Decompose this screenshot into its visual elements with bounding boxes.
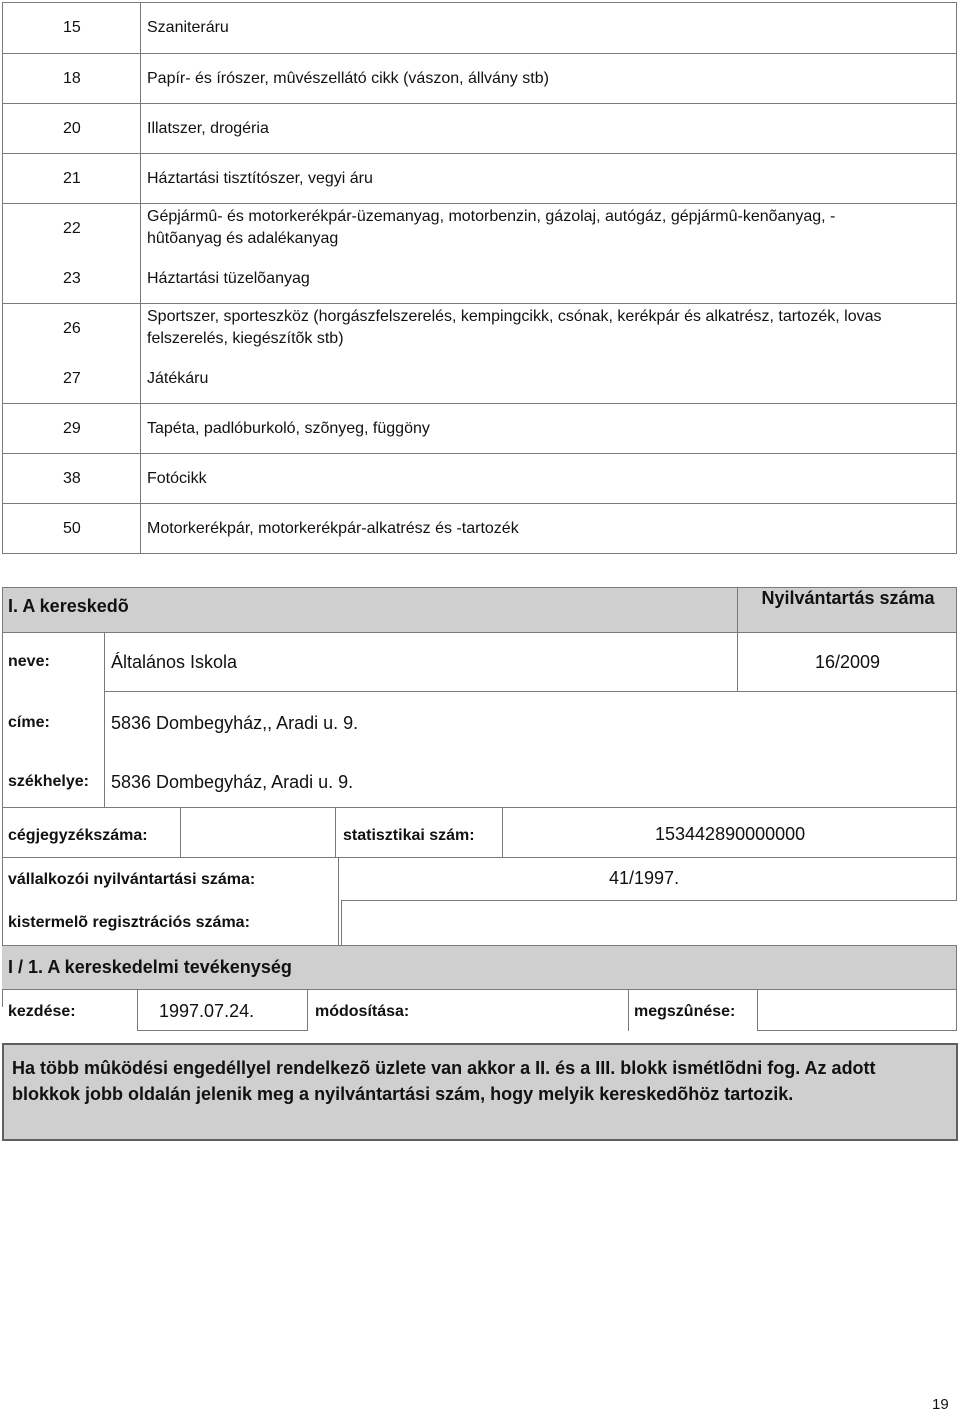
row-code: 21 [63,170,81,187]
row-name: Háztartási tüzelõanyag [147,270,310,287]
start-date: 1997.07.24. [159,1001,255,1021]
activity-heading: I / 1. A kereskedelmi tevékenység [8,957,292,977]
entrepreneur-reg-label: vállalkozói nyilvántartási száma: [8,871,256,888]
row-name: Illatszer, drogéria [147,120,269,137]
modification-label: módosítása: [315,1003,410,1020]
row-code: 23 [63,270,81,287]
row-name: Motorkerékpár, motorkerékpár-alkatrész és -tartozék [147,520,519,537]
address-label: címe: [8,714,50,731]
row-name: Fotócikk [147,470,207,487]
entrepreneur-reg-number: 41/1997. [609,868,680,888]
row-name: Háztartási tisztítószer, vegyi áru [147,170,373,187]
row-name: Játékáru [147,370,209,387]
row-code: 18 [63,70,81,87]
merchant-address: 5836 Dombegyház,, Aradi u. 9. [111,713,359,733]
row-name: Gépjármû- és motorkerékpár-üzemanyag, motorbenzin, gázolaj, autógáz, gépjármû-kenõanyag, - hûtõanyag és adalékanyag [147,208,836,247]
registration-number-label: Nyilvántartás száma [761,588,935,608]
merchant-heading: I. A kereskedõ [8,596,129,616]
row-code: 26 [63,320,81,337]
merchant-seat: 5836 Dombegyház, Aradi u. 9. [111,772,354,792]
merchant-name: Általános Iskola [111,652,238,672]
statistical-number: 153442890000000 [655,824,806,844]
company-reg-label: cégjegyzékszáma: [8,827,148,844]
info-note: Ha több mûködési engedéllyel rendelkezõ üzlete van akkor a II. és a III. blokk ismétlõdni fog. Az adott blokkok jobb oldalán jelenik meg a nyilvántartási szám, hogy melyik kereskedõhöz tartozik. [2,1043,958,1141]
producer-reg-label: kistermelõ regisztrációs száma: [8,914,250,931]
row-code: 22 [63,220,81,237]
start-label: kezdése: [8,1003,76,1020]
row-code: 29 [63,420,81,437]
row-name: Szaniteráru [147,19,229,36]
seat-label: székhelye: [8,773,89,790]
statistical-number-label: statisztikai szám: [343,827,475,844]
registration-number: 16/2009 [815,652,881,672]
name-label: neve: [8,653,50,670]
row-name: Tapéta, padlóburkoló, szõnyeg, függöny [147,420,430,437]
row-code: 38 [63,470,81,487]
row-name: Papír- és írószer, mûvészellátó cikk (vászon, állvány stb) [147,70,549,87]
row-code: 20 [63,120,81,137]
termination-label: megszûnése: [634,1003,736,1020]
row-name: Sportszer, sporteszköz (horgászfelszerelés, kempingcikk, csónak, kerékpár és alkatrész, tartozék, lovas felszerelés, kiegészítõk stb) [147,308,882,347]
page-number: 19 [932,1396,949,1413]
row-code: 27 [63,370,81,387]
row-code: 15 [63,19,81,36]
row-code: 50 [63,520,81,537]
